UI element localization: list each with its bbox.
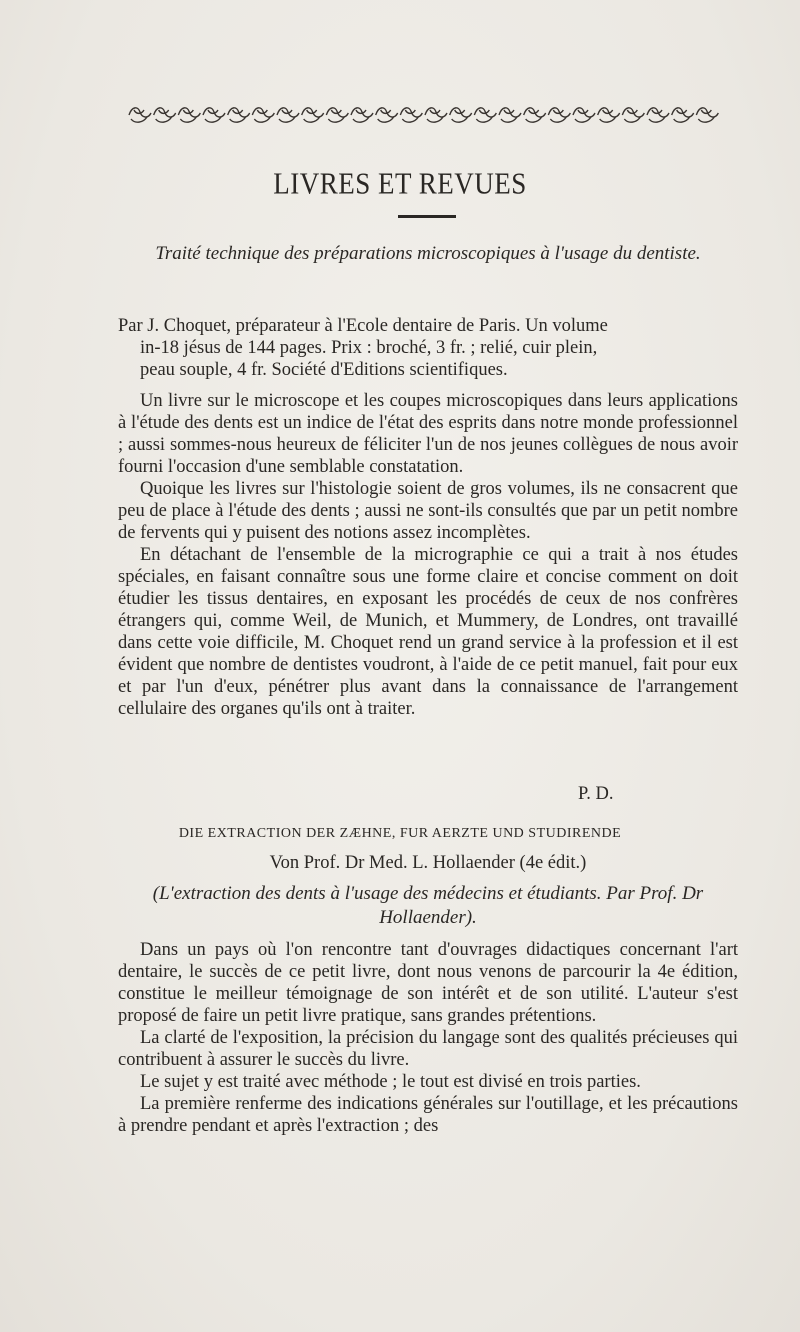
section-heading: LIVRES ET REVUES: [273, 165, 527, 201]
ornament-scroll: [203, 108, 225, 122]
ornament-scroll: [351, 108, 373, 122]
ornament-scroll: [252, 108, 274, 122]
paragraph: Quoique les livres sur l'histologie soient de gros volumes, ils ne consacrent que peu de place à l'étude des dents ; aussi ne sont-ils consultés que par un petit nombre de fervents qui y puisent des notions assez incomplètes.: [118, 479, 738, 543]
ornament-scroll: [548, 108, 570, 122]
ornament-scroll: [425, 108, 447, 122]
ornament-scroll: [302, 108, 324, 122]
ornament-scroll: [178, 108, 200, 122]
book1-ref-line: peau souple, 4 fr. Société d'Editions scientifiques.: [140, 360, 508, 380]
ornament-scroll: [647, 108, 669, 122]
ornament-scroll: [598, 108, 620, 122]
ornament-scroll: [474, 108, 496, 122]
book2-author: Von Prof. Dr Med. L. Hollaender (4e édit.): [269, 853, 587, 873]
ornament-scroll: [277, 108, 299, 122]
book2-body: [118, 939, 738, 1137]
book1-body: [118, 390, 738, 720]
ornament-scroll: [450, 108, 472, 122]
book2-translation: (L'extraction des dents à l'usage des médecins et étudiants. Par Prof. Dr Hollaender).: [152, 883, 704, 928]
book1-title: Traité technique des préparations microscopiques à l'usage du dentiste.: [155, 243, 701, 264]
ornament-scroll: [326, 108, 348, 122]
ornament-scroll: [573, 108, 595, 122]
ornament-scroll: [499, 108, 521, 122]
book1-ref-line: in-18 jésus de 144 pages. Prix : broché, 3 fr. ; relié, cuir plein,: [140, 338, 598, 358]
paragraph: Dans un pays où l'on rencontre tant d'ouvrages didactiques concernant l'art dentaire, le succès de ce petit livre, dont nous venons de parcourir la 4e édition, constitue le meilleur témoignage de son intérêt et de son utilité. L'auteur s'est proposé de faire un petit livre pratique, sans grandes prétentions.: [118, 940, 738, 1026]
ornament-scroll: [400, 108, 422, 122]
heading-rule: [398, 215, 456, 218]
ornament-scroll: [376, 108, 398, 122]
book2-title: DIE EXTRACTION DER ZÆHNE, FUR AERZTE UND STUDIRENDE: [178, 826, 622, 841]
signature: P. D.: [578, 784, 614, 804]
ornament-scroll: [696, 108, 718, 122]
ornamental-border: [128, 104, 720, 126]
paragraph: Le sujet y est traité avec méthode ; le tout est divisé en trois parties.: [140, 1072, 641, 1092]
ornament-scroll: [228, 108, 250, 122]
ornament-scroll: [154, 108, 176, 122]
ornament-scroll: [129, 108, 151, 122]
ornament-scroll: [622, 108, 644, 122]
paragraph: Un livre sur le microscope et les coupes microscopiques dans leurs applications à l'étude des dents est un indice de l'état des esprits dans notre monde professionnel ; aussi sommes-nous heureux de féliciter l'un de nos jeunes collègues de nous avoir fourni l'occasion d'une semblable constatation.: [118, 391, 738, 477]
book1-ref-line: Par J. Choquet, préparateur à l'Ecole dentaire de Paris. Un volume: [118, 316, 608, 336]
paragraph: La clarté de l'exposition, la précision du langage sont des qualités précieuses qui contribuent à assurer le succès du livre.: [118, 1028, 738, 1070]
ornament-scroll: [524, 108, 546, 122]
book1-reference: [118, 315, 738, 381]
paragraph: En détachant de l'ensemble de la micrographie ce qui a trait à nos études spéciales, en faisant connaître sous une forme claire et concise comment on doit étudier les tissus dentaires, en exposant les procédés de ceux de nos confrères étrangers qui, comme Weil, de Munich, et Mummery, de Londres, ont travaillé dans cette voie difficile, M. Choquet rend un grand service à la profession et il est évident que nombre de dentistes voudront, à l'aide de ce petit manuel, fait pour eux et par l'un d'eux, pénétrer plus avant dans la connaissance de l'arrangement cellulaire des organes qu'ils ont à traiter.: [118, 545, 738, 719]
paragraph: La première renferme des indications générales sur l'outillage, et les précautions à prendre pendant et après l'extraction ; des: [118, 1094, 738, 1136]
ornament-scroll: [672, 108, 694, 122]
